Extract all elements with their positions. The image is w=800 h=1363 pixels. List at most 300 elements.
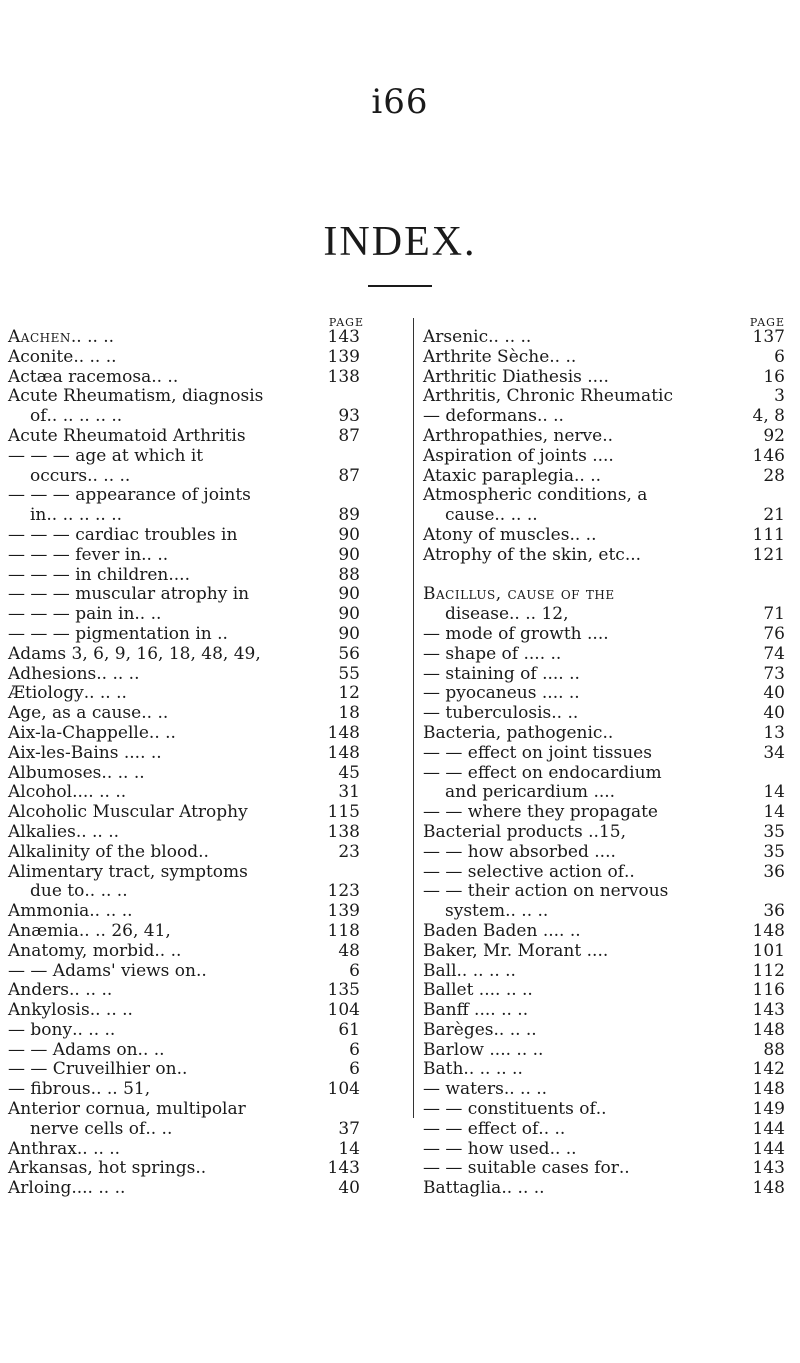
- index-entry: [8, 407, 360, 427]
- entry-page: 36: [763, 861, 785, 882]
- entry-leader: ..: [597, 624, 609, 644]
- entry-term: — — — appearance of joints: [8, 485, 251, 506]
- entry-leader: ..: [597, 941, 609, 961]
- entry-term: — — — pain in: [8, 604, 135, 625]
- entry-page: 87: [338, 425, 360, 446]
- index-entry: [8, 1120, 360, 1140]
- entry-leader: .. ..: [141, 704, 169, 724]
- entry-term: Anthrax: [8, 1138, 77, 1159]
- entry-leader: [673, 387, 774, 407]
- entry-term: Acute Rheumatism, diagnosis: [8, 386, 264, 407]
- entry-term: Aconite: [8, 346, 74, 367]
- index-entry: [8, 447, 360, 467]
- entry-page: 61: [338, 1019, 360, 1040]
- entry-leader: ..: [196, 961, 207, 981]
- entry-leader: .. .. ..: [75, 822, 120, 842]
- entry-page: 37: [338, 1118, 360, 1139]
- entry-leader: .. .. 26, 41,: [78, 921, 171, 941]
- entry-term: — — selective action of: [423, 861, 624, 882]
- index-entry: [8, 467, 360, 487]
- index-entry: [8, 1001, 360, 1021]
- entry-term: Arthrite Sèche: [423, 346, 550, 367]
- entry-term: — — Adams on: [8, 1039, 138, 1060]
- entry-page: 93: [338, 406, 360, 427]
- entry-term: Ball: [423, 960, 457, 981]
- entry-page: 139: [327, 901, 360, 922]
- entry-term: Banff ..: [423, 1000, 485, 1021]
- entry-term: due to: [30, 881, 85, 902]
- entry-leader: .. .. ..: [500, 1040, 544, 1060]
- index-title: INDEX.: [323, 219, 477, 265]
- index-entry: [423, 665, 785, 685]
- entry-term: — fibrous: [8, 1079, 91, 1100]
- entry-term: Ataxic paraplegia: [423, 465, 575, 486]
- entry-page: 137: [752, 327, 785, 347]
- entry-leader: .. ..: [534, 644, 562, 664]
- entry-leader: 15,: [598, 822, 626, 842]
- entry-leader: ..: [624, 862, 635, 882]
- entry-page: 101: [752, 940, 785, 961]
- entry-page: 111: [752, 524, 785, 545]
- index-entry: [423, 764, 785, 784]
- entry-leader: .. .. ..: [69, 981, 113, 1001]
- entry-term: Ammonia: [8, 901, 90, 922]
- entry-leader: .. .. ..: [89, 902, 133, 922]
- entry-term: — — Cruveilhier on: [8, 1059, 177, 1080]
- index-entry: [8, 803, 360, 823]
- index-entry: [8, 882, 360, 902]
- entry-leader: .. ..: [145, 1119, 173, 1139]
- entry-page: 14: [763, 782, 785, 803]
- index-entry: [8, 645, 360, 665]
- index-entry: [8, 764, 360, 784]
- entry-leader: [263, 387, 360, 407]
- index-entry: [8, 368, 360, 388]
- entry-page: 4, 8: [752, 406, 785, 427]
- entry-leader: .. .. ..: [503, 1080, 548, 1100]
- entry-page: 14: [763, 802, 785, 823]
- entry-leader: ..: [176, 1060, 188, 1080]
- index-entry: [423, 546, 785, 566]
- index-entry: [423, 368, 785, 388]
- entry-page: 92: [763, 425, 785, 446]
- entry-leader: .. ..: [137, 1040, 165, 1060]
- title-rule: [368, 285, 432, 287]
- index-entry: [8, 348, 360, 368]
- entry-term: Bath: [423, 1059, 464, 1080]
- entry-leader: .. ..: [549, 347, 577, 367]
- entry-term: in: [30, 505, 47, 526]
- entry-leader: [652, 744, 763, 764]
- index-entry: [423, 962, 785, 982]
- entry-page: 138: [327, 821, 360, 842]
- entry-leader: .. ..: [536, 407, 564, 427]
- index-column-left: [8, 328, 360, 1199]
- entry-page: 148: [752, 1079, 785, 1100]
- entry-leader: .. ..: [154, 941, 182, 961]
- index-entry: [423, 902, 785, 922]
- entry-leader: [248, 803, 328, 823]
- index-entry: [423, 981, 785, 1001]
- index-entry: [423, 724, 785, 744]
- entry-page: 74: [763, 643, 785, 664]
- index-entry: [423, 942, 785, 962]
- index-entry: [8, 783, 360, 803]
- entry-term: system: [445, 901, 506, 922]
- entry-page: 90: [338, 604, 360, 625]
- entry-term: Arsenic: [423, 327, 489, 347]
- entry-leader: .. ..: [134, 743, 162, 763]
- entry-page: 90: [338, 623, 360, 644]
- entry-page: 21: [763, 505, 785, 526]
- entry-leader: [248, 863, 360, 883]
- entry-leader: .. ..: [134, 605, 162, 625]
- entry-term: Anders: [8, 980, 70, 1001]
- index-entry: [8, 843, 360, 863]
- index-entry: [423, 407, 785, 427]
- entry-term: Anæmia: [8, 920, 79, 941]
- entry-term: Barlow ..: [423, 1039, 501, 1060]
- entry-term: — — effect on endocardium: [423, 762, 662, 783]
- entry-term: Age, as a cause: [8, 703, 142, 724]
- entry-page: 148: [752, 1178, 785, 1199]
- index-entry: [423, 585, 785, 605]
- entry-page: 148: [327, 742, 360, 763]
- entry-leader: ..: [618, 1159, 630, 1179]
- entry-term: Ætiology: [8, 683, 84, 704]
- entry-page: 48: [338, 940, 360, 961]
- entry-page: 35: [763, 821, 785, 842]
- entry-page: 40: [763, 683, 785, 704]
- index-entry: [8, 1140, 360, 1160]
- entry-leader: [246, 427, 339, 447]
- entry-term: Ballet ..: [423, 980, 490, 1001]
- entry-leader: .. .. 51,: [90, 1080, 151, 1100]
- entry-leader: [249, 585, 338, 605]
- entry-term: Acute Rheumatoid Arthritis: [8, 425, 246, 446]
- entry-page: 73: [763, 663, 785, 684]
- index-entry: [8, 506, 360, 526]
- entry-page: 112: [752, 960, 785, 981]
- entry-term: Bacterial products ..: [423, 821, 599, 842]
- entry-term: nerve cells of: [30, 1118, 146, 1139]
- entry-leader: [668, 882, 785, 902]
- entry-leader: .. .. .. .. ..: [46, 407, 123, 427]
- entry-page: 143: [752, 1158, 785, 1179]
- index-entry: [8, 863, 360, 883]
- entry-leader: ..: [604, 783, 616, 803]
- entry-leader: [237, 526, 338, 546]
- entry-term: of: [30, 406, 47, 427]
- index-entry: [423, 1021, 785, 1041]
- entry-term: — — — muscular atrophy in: [8, 584, 250, 605]
- entry-term: — — suitable cases for: [423, 1158, 619, 1179]
- entry-page: 116: [752, 980, 785, 1001]
- entry-term: cause: [445, 505, 495, 526]
- entry-page: 34: [763, 742, 785, 763]
- entry-leader: .. ..: [552, 664, 580, 684]
- entry-leader: ..: [605, 842, 616, 862]
- entry-term: Aix-la-Chappelle: [8, 722, 149, 743]
- entry-term: Aachen: [8, 327, 71, 347]
- entry-leader: [662, 764, 785, 784]
- entry-leader: .. ..: [551, 704, 579, 724]
- index-entry: [8, 1041, 360, 1061]
- entry-term: — shape of ..: [423, 643, 535, 664]
- entry-term: — — how used: [423, 1138, 550, 1159]
- index-entry: [423, 427, 785, 447]
- index-entry: [8, 328, 360, 348]
- index-entry: [423, 1100, 785, 1120]
- entry-leader: .. ..: [549, 1139, 577, 1159]
- entry-term: — bony: [8, 1019, 73, 1040]
- entry-page: 90: [338, 524, 360, 545]
- entry-page: 45: [338, 762, 360, 783]
- index-entry: [423, 625, 785, 645]
- entry-leader: ..: [603, 446, 614, 466]
- entry-leader: .. .. ..: [83, 684, 127, 704]
- entry-leader: .. .. ..: [489, 981, 533, 1001]
- entry-term: — tuberculosis: [423, 703, 552, 724]
- entry-term: Adhesions: [8, 663, 97, 684]
- entry-term: Aspiration of joints ..: [423, 445, 604, 466]
- entry-page: 31: [338, 782, 360, 803]
- entry-page: 143: [327, 1158, 360, 1179]
- entry-leader: .. ..: [151, 367, 179, 387]
- entry-page: 90: [338, 544, 360, 565]
- index-entry: [8, 902, 360, 922]
- entry-page: 71: [763, 604, 785, 625]
- entry-page: 146: [752, 445, 785, 466]
- entry-term: Arkansas, hot springs: [8, 1158, 196, 1179]
- entry-page: 6: [349, 1059, 360, 1080]
- entry-leader: .. .. ..: [505, 902, 549, 922]
- entry-page: 148: [752, 1019, 785, 1040]
- index-entry: [8, 605, 360, 625]
- entry-leader: ..: [602, 723, 614, 743]
- index-entry: [8, 981, 360, 1001]
- index-entry: [8, 1100, 360, 1120]
- index-entry: [423, 1140, 785, 1160]
- entry-term: — — — cardiac troubles in: [8, 524, 238, 545]
- index-entry: [423, 1120, 785, 1140]
- entry-page: 139: [327, 346, 360, 367]
- index-entry: [8, 427, 360, 447]
- entry-term: Albumoses: [8, 762, 102, 783]
- entry-term: — — — in children..: [8, 564, 180, 585]
- entry-page: 104: [327, 1079, 360, 1100]
- entry-term: Bacteria, pathogenic: [423, 722, 603, 743]
- entry-page: 6: [349, 1039, 360, 1060]
- index-entry: [423, 447, 785, 467]
- index-entry: [423, 566, 785, 586]
- entry-term: Alcohol..: [8, 782, 83, 803]
- entry-leader: [228, 625, 338, 645]
- entry-leader: .. .. .. ..: [456, 961, 516, 981]
- entry-page: 144: [752, 1118, 785, 1139]
- index-entry: [423, 823, 785, 843]
- entry-term: Alimentary tract, symptoms: [8, 861, 248, 882]
- entry-term: Aix-les-Bains ..: [8, 742, 135, 763]
- entry-page: 36: [763, 901, 785, 922]
- entry-term: Baker, Mr. Morant ..: [423, 940, 598, 961]
- index-entry: [8, 684, 360, 704]
- entry-leader: .. .. 12,: [509, 605, 569, 625]
- entry-leader: ..: [598, 367, 609, 387]
- entry-leader: .. ..: [569, 525, 597, 545]
- entry-leader: .. .. ..: [73, 347, 117, 367]
- entry-page: 87: [338, 465, 360, 486]
- index-entry: [8, 1080, 360, 1100]
- index-entry: [423, 922, 785, 942]
- entry-term: Arthropathies, nerve: [423, 425, 603, 446]
- entry-term: — mode of growth ..: [423, 623, 598, 644]
- entry-leader: .. .. ..: [493, 1020, 537, 1040]
- entry-term: — — — pigmentation in ..: [8, 623, 228, 644]
- entry-leader: ..: [179, 565, 190, 585]
- entry-leader: .. ..: [553, 921, 581, 941]
- entry-page: 13: [763, 722, 785, 743]
- entry-term: — pyocaneus ..: [423, 683, 553, 704]
- column-divider: [413, 318, 414, 1118]
- index-entry: [423, 526, 785, 546]
- index-entry: [423, 843, 785, 863]
- entry-page: 12: [338, 683, 360, 704]
- entry-term: Alcoholic Muscular Atrophy: [8, 802, 248, 823]
- entry-page: 148: [752, 920, 785, 941]
- index-entry: [8, 546, 360, 566]
- entry-term: Arthritic Diathesis ..: [423, 366, 599, 387]
- index-entry: [8, 724, 360, 744]
- entry-term: Actæa racemosa: [8, 366, 152, 387]
- index-entry: [423, 467, 785, 487]
- index-entry: [423, 1041, 785, 1061]
- entry-term: Alkalies: [8, 821, 76, 842]
- entry-term: — deformans: [423, 406, 537, 427]
- entry-page: 143: [752, 1000, 785, 1021]
- entry-leader: .. .. ..: [82, 1179, 126, 1199]
- entry-leader: .. ..: [538, 1119, 566, 1139]
- entry-term: — — constituents of: [423, 1099, 596, 1120]
- entry-leader: .. .. ..: [82, 783, 127, 803]
- entry-leader: .. ..: [574, 466, 602, 486]
- entry-leader: .. ..: [148, 723, 176, 743]
- index-entry: [423, 486, 785, 506]
- index-entry: [423, 1060, 785, 1080]
- entry-term: Adams 3, 6, 9, 16, 18, 48, 49,: [8, 643, 261, 664]
- entry-term: — — — age at which it: [8, 445, 204, 466]
- entry-page: 138: [327, 366, 360, 387]
- entry-leader: .. .. ..: [89, 1001, 133, 1021]
- index-entry: [8, 744, 360, 764]
- index-column-right: [423, 328, 785, 1199]
- entry-term: — — effect on joint tissues: [423, 742, 652, 763]
- index-entry: [423, 348, 785, 368]
- index-entry: [8, 1021, 360, 1041]
- entry-leader: ..: [195, 1159, 207, 1179]
- entry-leader: .. .. ..: [484, 1001, 529, 1021]
- index-entry: [8, 1179, 360, 1199]
- index-entry: [8, 625, 360, 645]
- entry-term: Atony of muscles: [423, 524, 570, 545]
- entry-page: 142: [752, 1059, 785, 1080]
- entry-term: Anterior cornua, multipolar: [8, 1099, 246, 1120]
- entry-leader: [261, 645, 339, 665]
- entry-page: 6: [349, 960, 360, 981]
- index-entry: [8, 526, 360, 546]
- entry-page: 104: [327, 1000, 360, 1021]
- entry-term: Alkalinity of the blood: [8, 841, 199, 862]
- index-entry: [423, 328, 785, 348]
- index-entry: [8, 942, 360, 962]
- entry-page: 40: [763, 703, 785, 724]
- entry-leader: .. .. ..: [84, 882, 128, 902]
- index-entry: [8, 1060, 360, 1080]
- entry-leader: [615, 585, 785, 605]
- entry-page: 55: [338, 663, 360, 684]
- index-entry: [8, 823, 360, 843]
- entry-term: Bacillus, cause of the: [423, 584, 615, 605]
- entry-page: 135: [327, 980, 360, 1001]
- entry-page: 121: [752, 544, 785, 565]
- index-entry: [423, 803, 785, 823]
- entry-page: 149: [752, 1099, 785, 1120]
- entry-page: 3: [774, 386, 785, 407]
- entry-leader: .. .. ..: [494, 506, 538, 526]
- entry-leader: .. .. .. ..: [463, 1060, 523, 1080]
- entry-term: — — how absorbed ..: [423, 841, 606, 862]
- entry-page: 88: [338, 564, 360, 585]
- index-entry: [423, 882, 785, 902]
- index-entry: [8, 585, 360, 605]
- entry-term: — — Adams' views on: [8, 960, 196, 981]
- index-entry: [423, 1159, 785, 1179]
- index-entry: [423, 1179, 785, 1199]
- entry-leader: .. .. ..: [76, 1139, 121, 1159]
- entry-leader: [203, 447, 360, 467]
- entry-term: and pericardium ..: [445, 782, 605, 803]
- entry-page: 76: [763, 623, 785, 644]
- entry-leader: [658, 803, 763, 823]
- entry-leader: [246, 1100, 360, 1120]
- index-entry: [8, 387, 360, 407]
- entry-term: Battaglia: [423, 1178, 502, 1199]
- entry-leader: .. .. ..: [101, 763, 145, 783]
- entry-page: 123: [327, 881, 360, 902]
- index-entry: [423, 684, 785, 704]
- entry-page: 144: [752, 1138, 785, 1159]
- entry-page: 88: [763, 1039, 785, 1060]
- entry-page: 16: [763, 366, 785, 387]
- entry-page: 89: [338, 505, 360, 526]
- index-entry: [8, 704, 360, 724]
- entry-leader: .. .. ..: [70, 328, 115, 347]
- entry-leader: ..: [602, 426, 613, 446]
- entry-term: — staining of ..: [423, 663, 553, 684]
- entry-leader: ..: [630, 545, 642, 565]
- entry-term: Barèges: [423, 1019, 494, 1040]
- index-entry: [8, 962, 360, 982]
- entry-term: — — effect of: [423, 1118, 539, 1139]
- entry-term: Ankylosis: [8, 1000, 90, 1021]
- index-entry: [423, 1001, 785, 1021]
- entry-page: 35: [763, 841, 785, 862]
- entry-term: — — where they propagate: [423, 802, 658, 823]
- entry-leader: .. .. .. .. ..: [46, 506, 123, 526]
- index-entry: [423, 1080, 785, 1100]
- entry-leader: .. .. ..: [96, 664, 140, 684]
- entry-term: occurs: [30, 465, 88, 486]
